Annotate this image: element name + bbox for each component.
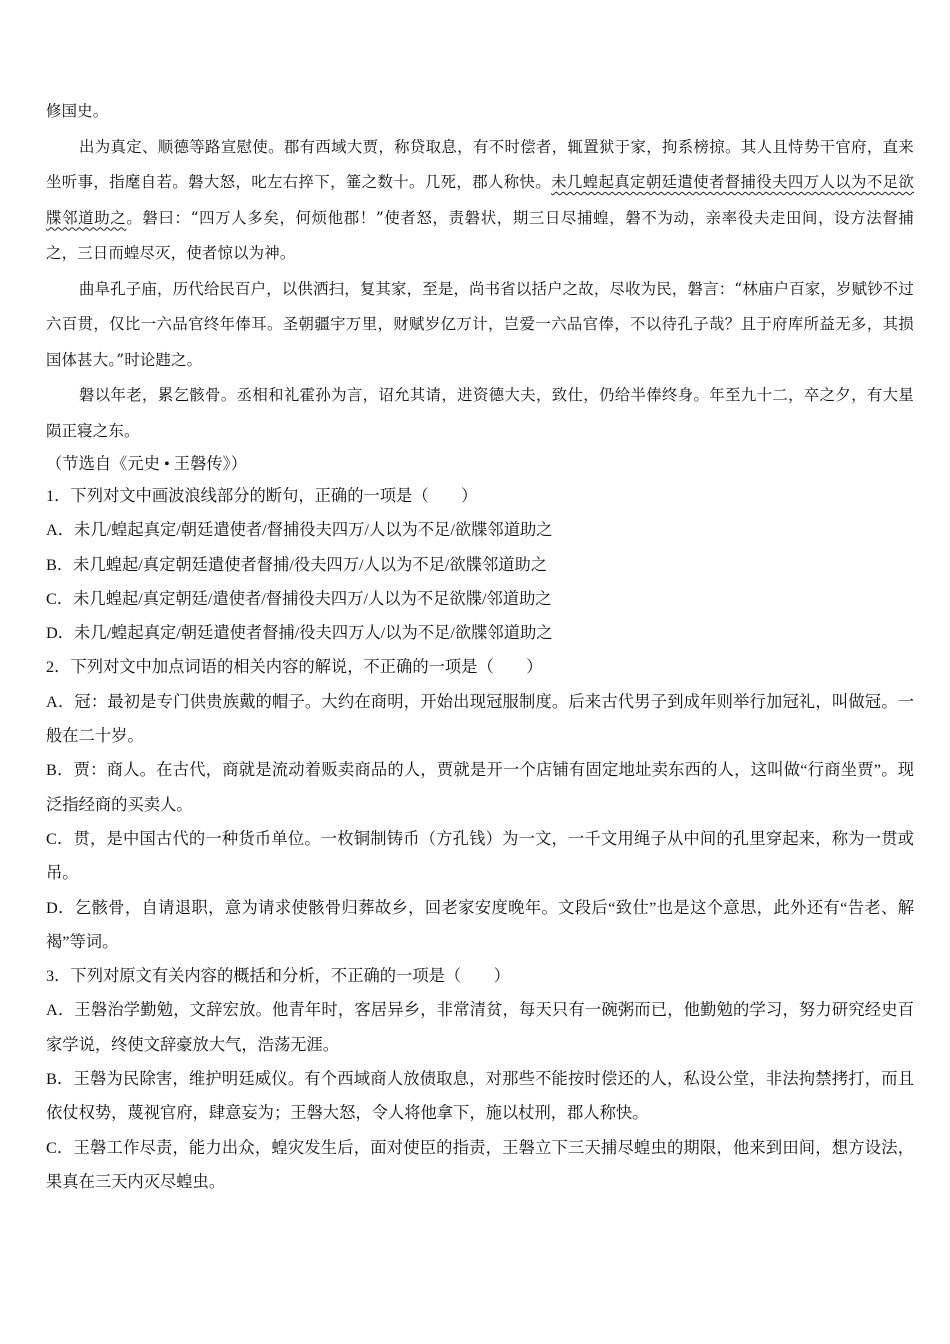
option-c: C．未几蝗起/真定朝廷/遣使者/督捕役夫四万/人以为不足欲牒/邻道助之	[46, 588, 552, 608]
option-a: A．冠：最初是专门供贵族戴的帽子。大约在商明，开始出现冠服制度。后来古代男子到成年则举行加冠礼，叫做冠。一般在二十岁。	[46, 691, 914, 746]
passage-text: 出为真定、顺德等路宣慰使。郡有西域大贾，称贷取息，有不时偿者，辄置狱于家，拘系榜掠。其人且恃势干官府，直来坐听事，指麾自若。磐大怒，叱左右捽下，箠之数十。几死，郡人称快。	[46, 137, 914, 191]
question-stem: 3．下列对原文有关内容的概括和分析，不正确的一项是（ ）	[46, 966, 511, 986]
passage-paragraph-2	[46, 130, 914, 272]
passage-text: 。磐曰：“四万人多矣，何烦他郡！”使者怒，责磐状，期三日尽捕蝗，磐不为动，亲率役夫走田间，设方法督捕之，三日而蝗尽灭，使者惊以为神。	[46, 208, 914, 262]
passage-paragraph-1: 修国史。	[46, 102, 109, 120]
option-b: B．王磐为民除害，维护明廷威仪。有个西域商人放债取息，对那些不能按时偿还的人，私设公堂，非法拘禁拷打，而且依仗权势，蔑视官府，肆意妄为；王磐大怒，令人将他拿下，施以杖刑，郡人称快。	[46, 1069, 914, 1123]
option-c: C．王磐工作尽责，能力出众，蝗灾发生后，面对使臣的指责，王磐立下三天捕尽蝗虫的期限，他来到田间，想方设法，果真在三天内灭尽蝗虫。	[46, 1137, 914, 1191]
classical-passage	[46, 94, 914, 449]
questions	[46, 479, 914, 1199]
option-a: A．未几/蝗起真定/朝廷遣使者/督捕役夫四万/人以为不足/欲牒邻道助之	[46, 520, 553, 540]
option-d: D．乞骸骨，自请退职，意为请求使骸骨归葬故乡，回老家安度晚年。文段后“致仕”也是这个意思，此外还有“告老、解褐”等词。	[46, 897, 914, 951]
wavy-underlined-sentence: 未几蝗起真定朝廷遣使者督捕役夫四万人以为不足欲牒邻道助之	[46, 173, 914, 227]
question-stem: 2．下列对文中加点词语的相关内容的解说，不正确的一项是（ ）	[46, 657, 543, 677]
option-a: A．王磐治学勤勉，文辞宏放。他青年时，客居异乡，非常清贫，每天只有一碗粥而已，他勤勉的学习，努力研究经史百家学说，终使文辞豪放大气，浩荡无涯。	[46, 1000, 914, 1054]
question-stem: 1．下列对文中画波浪线部分的断句，正确的一项是（ ）	[46, 486, 478, 505]
passage-paragraph-3: 曲阜孔子庙，历代给民百户，以供洒扫，复其家，至是，尚书省以括户之故，尽收为民，磐言：“林庙户百家，岁赋钞不过六百贯，仅比一六品官终年俸耳。圣朝疆宇万里，财赋岁亿万计，岂爱一六品官俸，不以待孔子哉？且于府库所益无多，其损国体甚大。”时论韪之。	[46, 279, 914, 369]
option-b: B．未几蝗起/真定朝廷遣使者督捕/役夫四万/人以为不足/欲牒邻道助之	[46, 554, 548, 574]
document-page	[46, 94, 914, 1199]
passage-paragraph-4: 磐以年老，累乞骸骨。丞相和礼霍孙为言，诏允其请，进资德大夫，致仕，仍给半俸终身。年至九十二，卒之夕，有大星陨正寝之东。	[46, 386, 914, 440]
option-c: C．贯，是中国古代的一种货币单位。一枚铜制铸币（方孔钱）为一文，一千文用绳子从中间的孔里穿起来，称为一贯或吊。	[46, 828, 914, 883]
passage-source: （节选自《元史 • 王磐传》）	[46, 454, 248, 473]
option-d: D．未几/蝗起真定/朝廷遣使者督捕/役夫四万人/以为不足/欲牒邻道助之	[46, 623, 553, 643]
option-b: B．贾：商人。在古代，商就是流动着贩卖商品的人，贾就是开一个店铺有固定地址卖东西的人，这叫做“行商坐贾”。现泛指经商的买卖人。	[46, 760, 914, 814]
